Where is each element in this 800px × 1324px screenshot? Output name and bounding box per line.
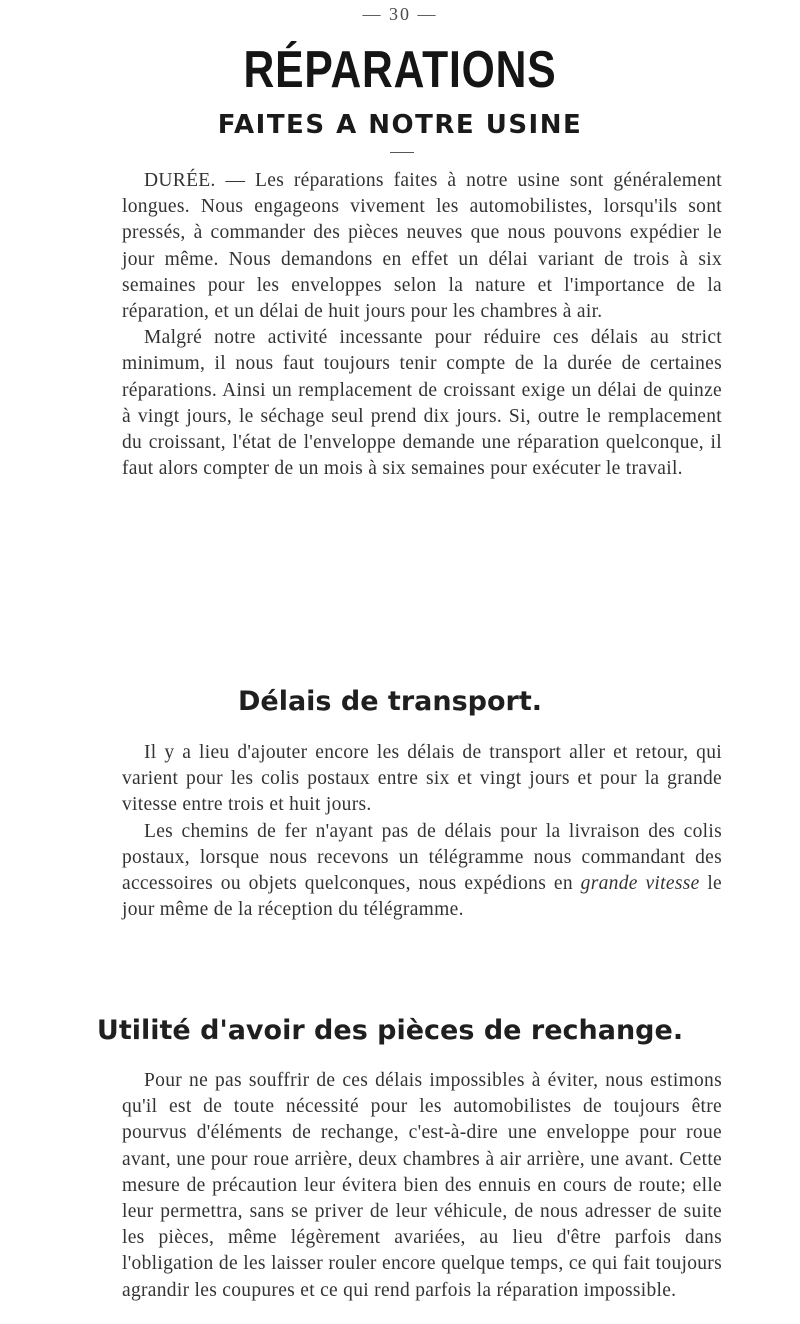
paragraph-text: — Les réparations faites à notre usine sont généralement longues. Nous engageons vivement les automobilistes, lorsqu'ils sont pressés, à commander des pièces neuves que nous pouvons expédier le jour même. Nous demandons en effet un délai variant de trois à six semaines pour les enveloppes selon la nature et l'importance de la réparation, et un délai de huit jours pour les chambres à air. — [122, 170, 722, 323]
title-divider — [390, 152, 414, 153]
paragraph-text: le jour même de la réception du télégramme. — [122, 873, 723, 921]
italic-text: grande vitesse — [580, 873, 700, 895]
section-heading-rechange: Utilité d'avoir des pièces de rechange. — [96, 1015, 684, 1046]
page-subtitle: FAITES A NOTRE USINE — [217, 110, 583, 140]
paragraph-text: Les chemins de fer n'ayant pas de délais pour la livraison des colis postaux, lorsque nous recevons un télégramme nous commandant des accessoires ou objets quelconques, nous expédions en — [122, 820, 722, 895]
page-title: RÉPARATIONS — [243, 41, 557, 99]
section-transport — [122, 740, 722, 923]
lead-word: DURÉE. — [144, 170, 216, 191]
section-duree — [122, 168, 722, 482]
paragraph: Malgré notre activité incessante pour réduire ces délais au strict minimum, il nous faut toujours tenir compte de la durée de certaines réparations. Ainsi un remplacement de croissant exige un délai de quinze à vingt jours, le séchage seul prend dix jours. Si, outre le remplacement du croissant, l'état de l'enveloppe demande une réparation quelconque, il faut alors compter de un mois à six semaines pour exécuter le travail. — [122, 327, 722, 480]
page-number: — 30 — — [362, 4, 438, 24]
section-heading-transport: Délais de transport. — [237, 686, 543, 717]
section-rechange — [122, 1068, 722, 1304]
paragraph: Il y a lieu d'ajouter encore les délais de transport aller et retour, qui varient pour les colis postaux entre six et vingt jours et pour la grande vitesse entre trois et huit jours. — [122, 742, 722, 816]
paragraph: Pour ne pas souffrir de ces délais impossibles à éviter, nous estimons qu'il est de toute nécessité pour les automobilistes de toujours être pourvus d'éléments de rechange, c'est-à-dire une enveloppe pour roue avant, une pour roue arrière, deux chambres à air arrière, une avant. Cette mesure de précaution leur évitera bien des ennuis en cours de route; elle leur permettra, sans se priver de leur véhicule, de nous adresser de suite les pièces, même légèrement avariées, au lieu d'être parfois dans l'obligation de les laisser rouler encore quelque temps, ce qui fait toujours agrandir les coupures et ce qui rend parfois la réparation impossible. — [122, 1070, 722, 1301]
paragraph — [122, 168, 722, 325]
paragraph — [122, 819, 722, 924]
